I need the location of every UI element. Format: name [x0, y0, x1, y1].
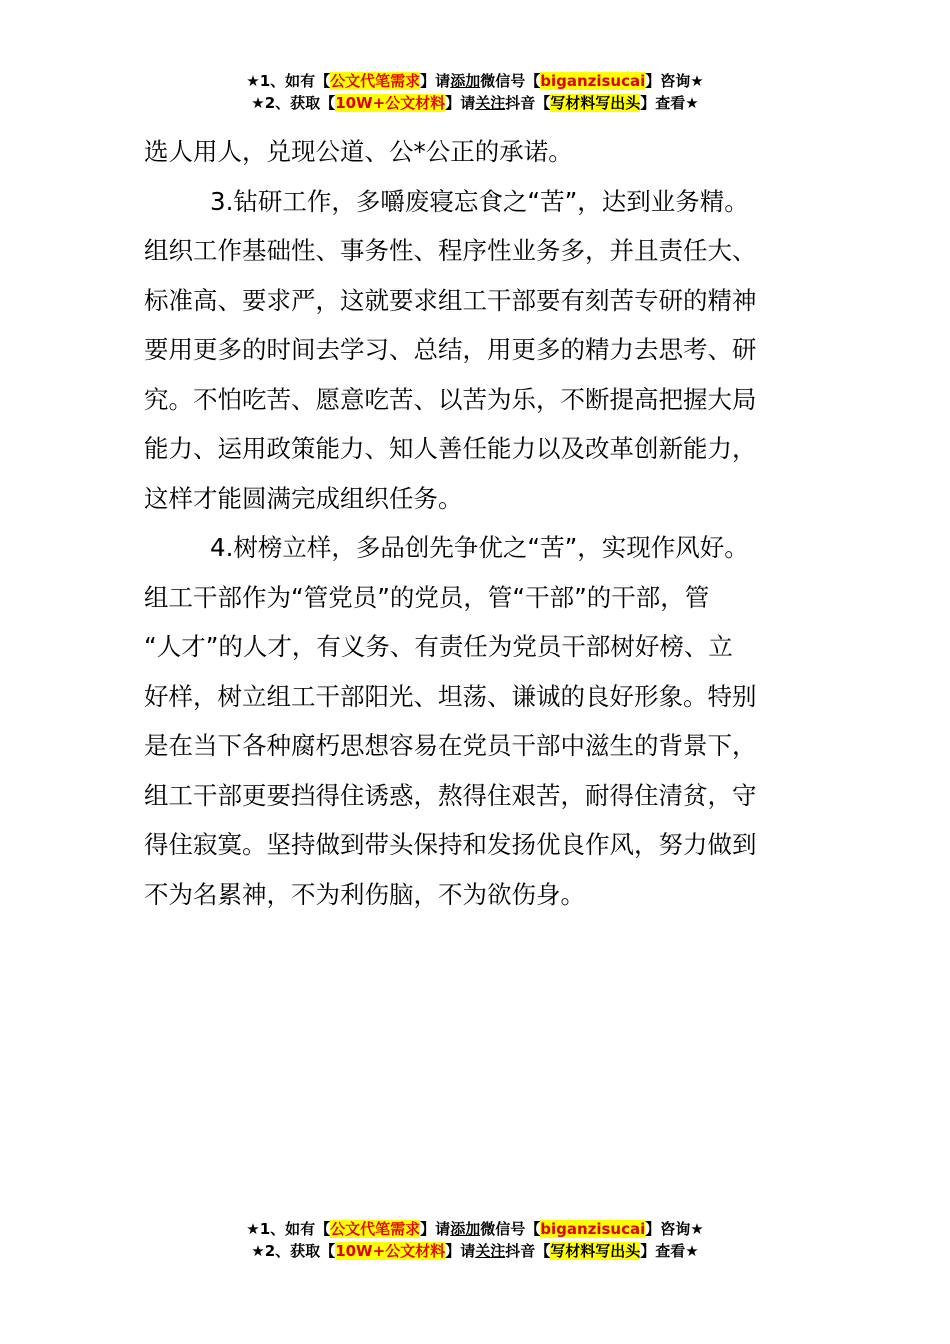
promo-line-2: ★2、获取【10W+公文材料】请关注抖音【写材料写出头】查看★	[251, 1242, 699, 1260]
highlight-wechat-id: biganzisucai	[540, 72, 646, 90]
promo-header	[0, 70, 950, 114]
promo-line-1: ★1、如有【公文代笔需求】请添加微信号【biganzisucai】咨询★	[246, 1220, 704, 1238]
highlight-service: 公文代笔需求	[330, 72, 421, 90]
paragraph-4: 4.树榜立样，多品创先争优之“苦”，实现作风好。 组工干部作为“管党员”的党员，管“干部”的干部，管 “人才”的人才，有义务、有责任为党员干部树好榜、立 好样，树立组工干部阳光、坦荡、谦诚的良好形象。特别 是在当下各种腐朽思想容易在党员干部中滋生的背景下， 组工干部更要挡得住诱惑，熬得住艰苦，耐得住清贫，守 得住寂寞。坚持做到带头保持和发扬优良作风，努力做到 不为名累神，不为利伤脑，不为欲伤身。	[144, 533, 757, 909]
highlight-service: 公文代笔需求	[330, 1220, 421, 1238]
paragraph-3: 3.钻研工作，多嚼废寝忘食之“苦”，达到业务精。 组织工作基础性、事务性、程序性业务多，并且责任大、 标准高、要求严，这就要求组工干部要有刻苦专研的精神 要用更多的时间去学习、总结，用更多的精力去思考、研 究。不怕吃苦、愿意吃苦、以苦为乐，不断提高把握大局 能力、运用政策能力、知人善任能力以及改革创新能力， 这样才能圆满完成组织任务。	[144, 186, 757, 513]
highlight-douyin-account: 写材料写出头	[550, 94, 641, 112]
highlight-douyin-account: 写材料写出头	[550, 1242, 641, 1260]
paragraph-continuation: 选人用人，兑现公道、公*公正的承诺。	[144, 137, 573, 166]
promo-footer	[0, 1218, 950, 1262]
document-body	[144, 127, 809, 919]
highlight-materials: 10W+公文材料	[335, 94, 446, 112]
promo-line-2: ★2、获取【10W+公文材料】请关注抖音【写材料写出头】查看★	[251, 94, 699, 112]
highlight-materials: 10W+公文材料	[335, 1242, 446, 1260]
highlight-wechat-id: biganzisucai	[540, 1220, 646, 1238]
promo-line-1: ★1、如有【公文代笔需求】请添加微信号【biganzisucai】咨询★	[246, 72, 704, 90]
